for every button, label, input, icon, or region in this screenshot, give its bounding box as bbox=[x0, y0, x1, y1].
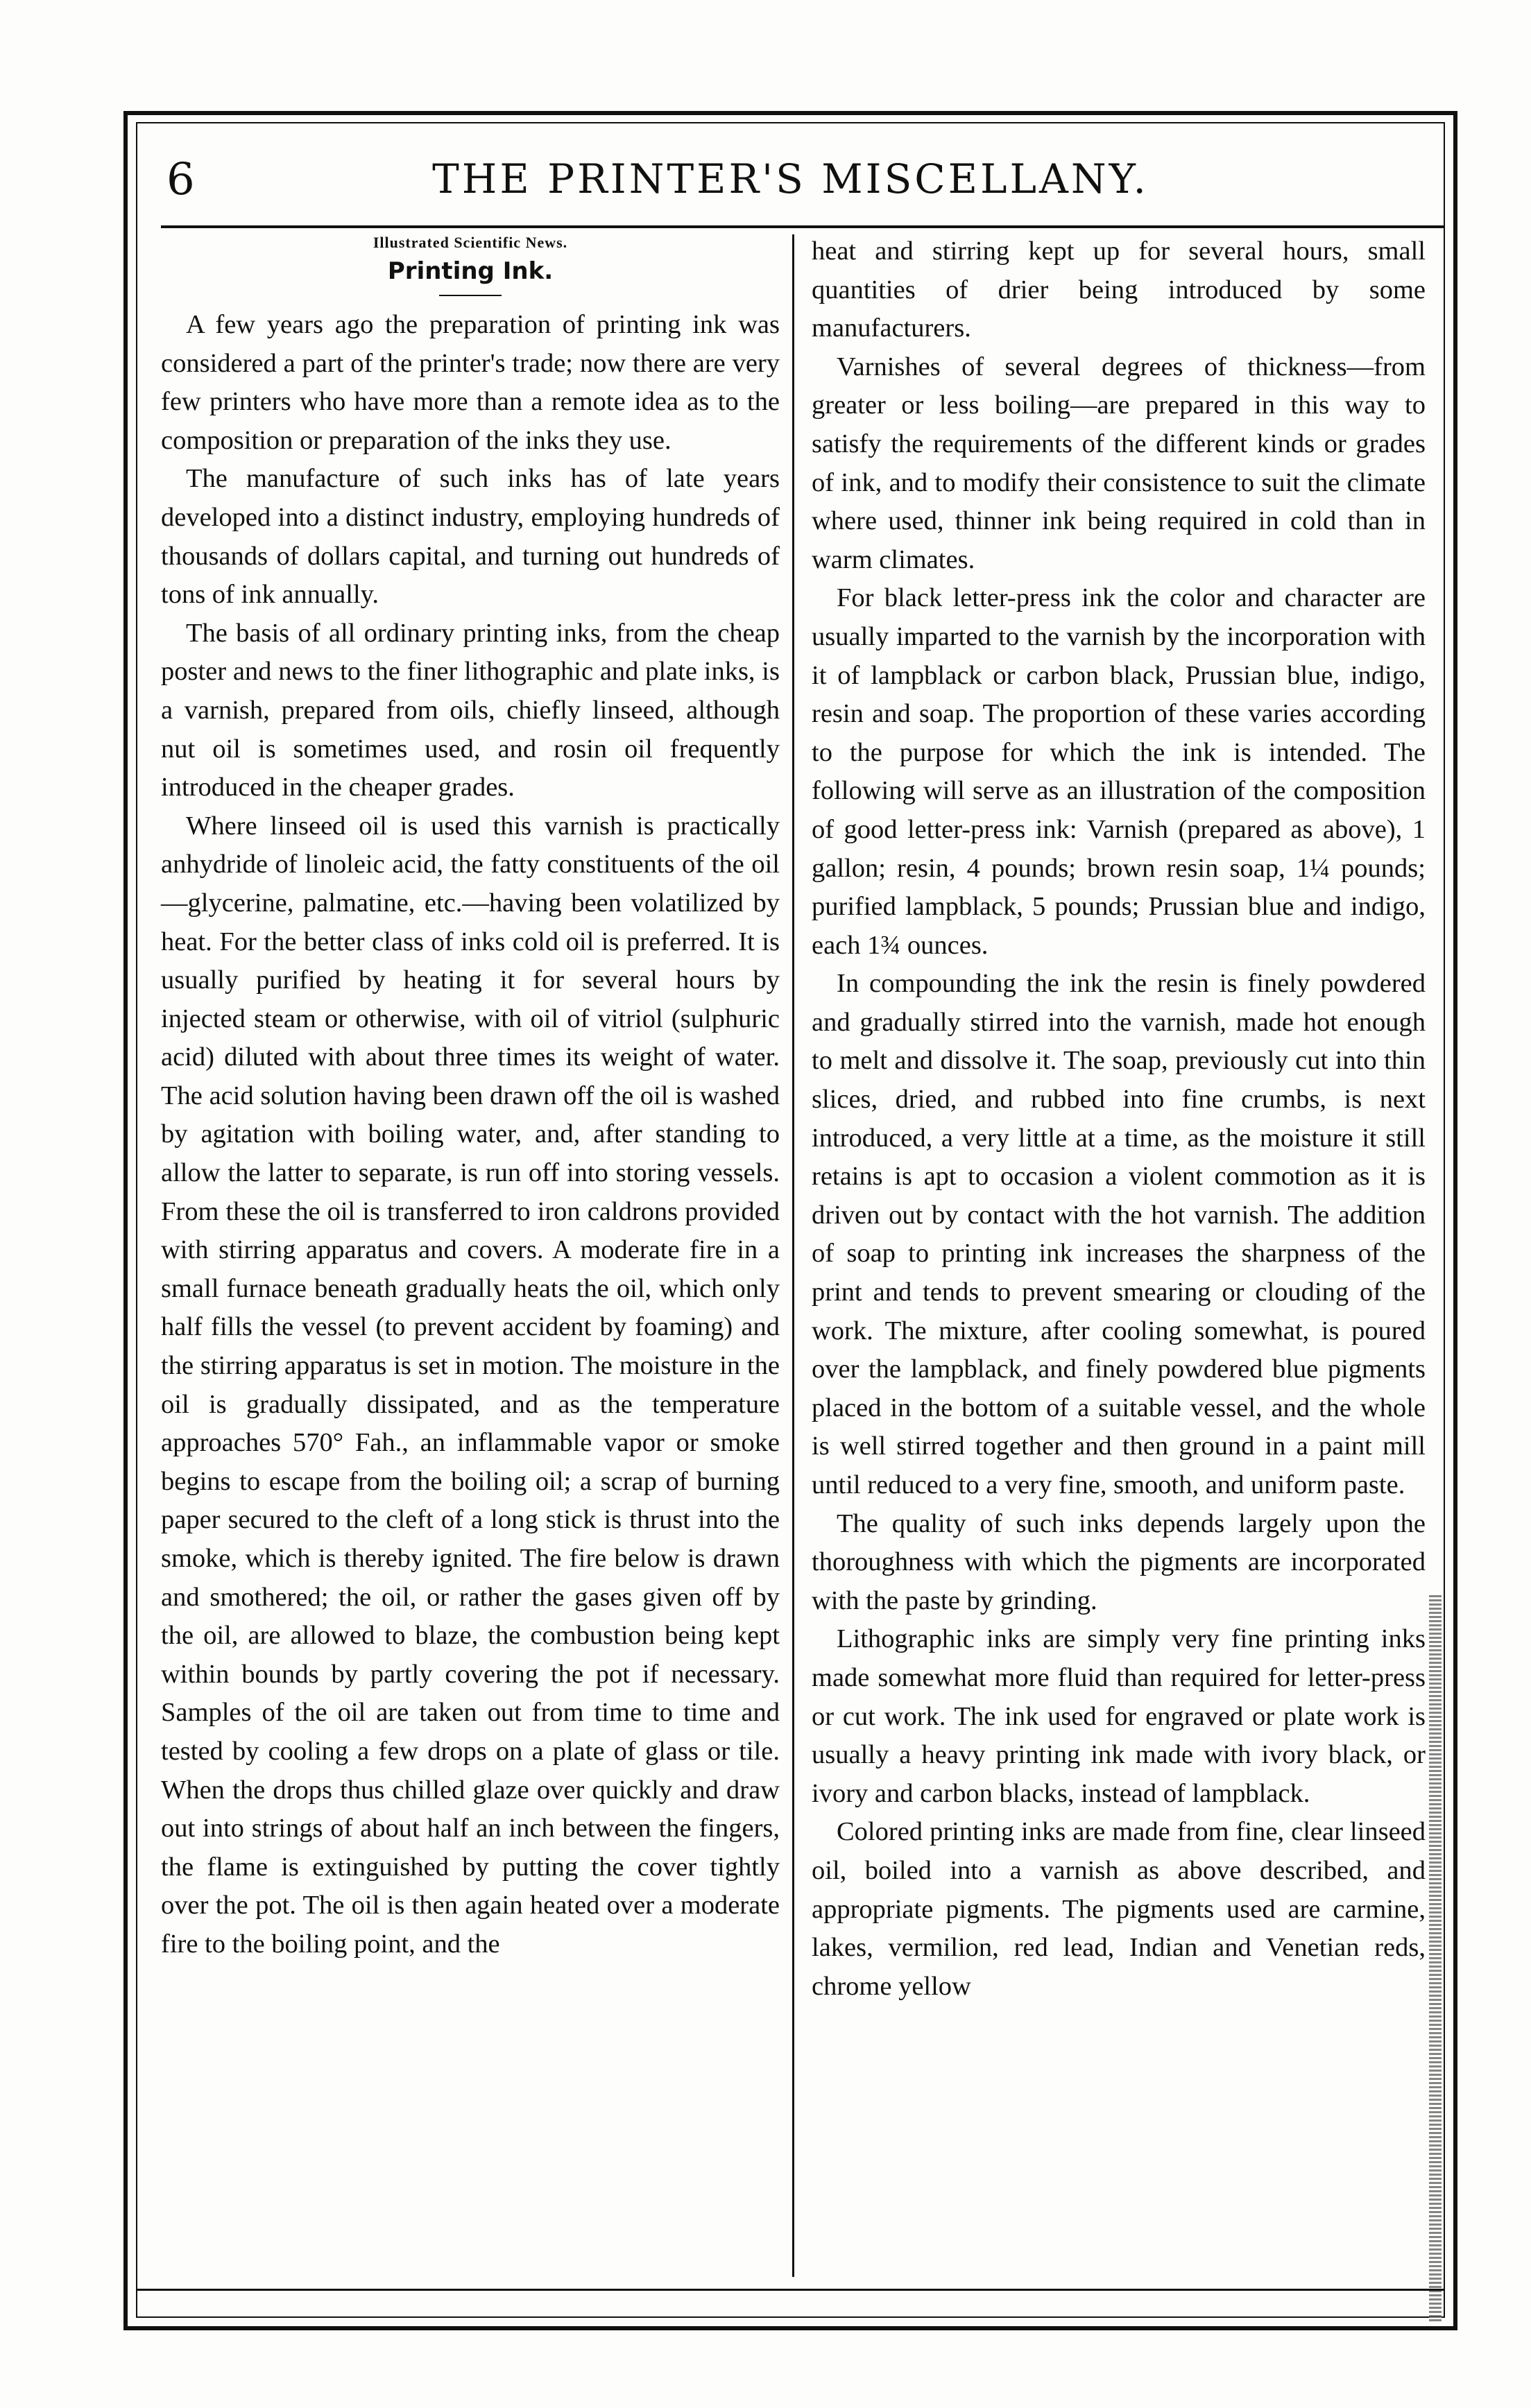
paragraph: The quality of such inks depends largely upon the thoroughness with which the pigments are incorporated with the paste by grinding. bbox=[812, 1508, 1426, 1615]
title-rule bbox=[439, 295, 502, 296]
paragraph: Lithographic inks are simply very fine printing inks made somewhat more fluid than required for letter-press or cut work. The ink used for engraved or plate work is usually a heavy printing ink made with ivory black, or ivory and carbon blacks, instead of lampblack. bbox=[812, 1624, 1426, 1808]
right-column bbox=[812, 232, 1426, 2006]
header-rule bbox=[161, 225, 1444, 228]
paragraph: Colored printing inks are made from fine, clear linseed oil, boiled into a varnish as above described, and appropriate pigments. The pigments used are carmine, lakes, vermilion, red lead, Indian and Venetian reds, chrome yellow bbox=[812, 1817, 1426, 2001]
paragraph-continuation: heat and stirring kept up for several hours, small quantities of drier being introduced by some manufacturers. bbox=[812, 237, 1426, 343]
paragraph: For black letter-press ink the color and character are usually imparted to the varnish by the incorporation with it of lampblack or carbon black, Prussian blue, indigo, resin and soap. The proportion of these varies according to the purpose for which the ink is intended. The following will serve as an illustration of the composition of good letter-press ink: Varnish (prepared as above), 1 gallon; resin, 4 pounds; brown resin soap, 1¼ pounds; purified lampblack, 5 pounds; Prussian blue and indigo, each 1¾ ounces. bbox=[812, 583, 1426, 960]
paragraph: The basis of all ordinary printing inks, from the cheap poster and news to the finer lithographic and plate inks, is a varnish, prepared from oils, chiefly linseed, although nut oil is sometimes used, and rosin oil frequently introduced in the cheaper grades. bbox=[161, 618, 780, 802]
page-number: 6 bbox=[166, 154, 195, 205]
margin-edge-artifact bbox=[1429, 1595, 1442, 2323]
running-title: THE PRINTER'S MISCELLANY. bbox=[432, 155, 1149, 203]
paragraph: Where linseed oil is used this varnish is practically anhydride of linoleic acid, the fatty constituents of the oil—glycerine, palmatine, etc.—having been volatilized by heat. For the better class of inks cold oil is preferred. It is usually purified by heating it for several hours by injected steam or otherwise, with oil of vitriol (sulphuric acid) diluted with about three times its weight of water. The acid solution having been drawn off the oil is washed by agitation with boiling water, and, after standing to allow the latter to separate, is run off into storing vessels. From these the oil is transferred to iron caldrons provided with stirring apparatus and covers. A moderate fire in a small furnace beneath gradually heats the oil, which only half fills the vessel (to prevent accident by foaming) and the stirring apparatus is set in motion. The moisture in the oil is gradually dissipated, and as the temperature approaches 570° Fah., an inflammable vapor or smoke begins to escape from the boiling oil; a scrap of burning paper secured to the cleft of a long stick is thrust into the smoke, which is thereby ignited. The fire below is drawn and smothered; the oil, or rather the gases given off by the oil, are allowed to blaze, the combustion being kept within bounds by partly covering the pot if necessary. Samples of the oil are taken out from time to time and tested by cooling a few drops on a plate of glass or tile. When the drops thus chilled glaze over quickly and draw out into strings of about half an inch between the fingers, the flame is extinguished by putting the cover tightly over the pot. The oil is then again heated over a moderate fire to the boiling point, and the bbox=[161, 811, 780, 1959]
left-column bbox=[161, 232, 780, 1964]
page-header bbox=[136, 139, 1445, 222]
paragraph: Varnishes of several degrees of thickness—from greater or less boiling—are prepared in this way to satisfy the requirements of the different kinds or grades of ink, and to modify their consistence to suit the climate where used, thinner ink being required in cold than in warm climates. bbox=[812, 352, 1426, 574]
paragraph: A few years ago the preparation of printing ink was considered a part of the printer's trade; now there are very few printers who have more than a remote idea as to the composition or preparation of the inks they use. bbox=[161, 310, 780, 455]
article-title: Printing Ink. bbox=[387, 257, 554, 285]
paragraph: The manufacture of such inks has of late years developed into a distinct industry, employing hundreds of thousands of dollars capital, and turning out hundreds of tons of ink annually. bbox=[161, 464, 780, 610]
article-source: Illustrated Scientific News. bbox=[373, 234, 568, 251]
paragraph: In compounding the ink the resin is finely powdered and gradually stirred into the varnish, made hot enough to melt and dissolve it. The soap, previously cut into thin slices, dried, and rubbed into fine crumbs, is next introduced, a very little at a time, as the moisture it still retains is apt to occasion a violent commotion as it is driven out by contact with the hot varnish. The addition of soap to printing ink increases the sharpness of the print and tends to prevent smearing or clouding of the work. The mixture, after cooling somewhat, is poured over the lampblack, and finely powdered blue pigments placed in the bottom of a suitable vessel, and the whole is well stirred together and then ground in a paint mill until reduced to a very fine, smooth, and uniform paste. bbox=[812, 969, 1426, 1499]
bottom-rule bbox=[136, 2289, 1445, 2291]
column-divider bbox=[792, 234, 794, 2277]
